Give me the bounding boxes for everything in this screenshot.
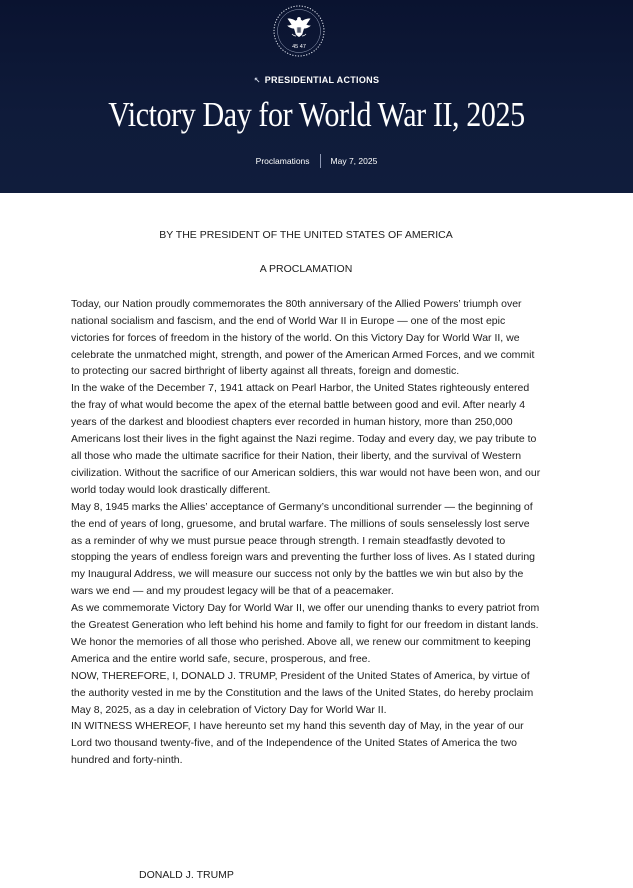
proclamation-heading: BY THE PRESIDENT OF THE UNITED STATES OF AMERICA <box>159 229 453 241</box>
arrow-up-left-icon: ↖ <box>253 75 261 85</box>
paragraph: IN WITNESS WHEREOF, I have hereunto set my hand this seventh day of May, in the year of our Lord two thousand twenty-five, and of the Independence of the United States of America the two hundred and forty-ninth. <box>71 720 524 767</box>
post-meta <box>0 154 633 168</box>
proclamation-body <box>71 227 541 769</box>
seal-numbers: 45 47 <box>292 44 306 50</box>
meta-divider <box>320 154 321 168</box>
proclamation-subheading: A PROCLAMATION <box>259 262 353 275</box>
paragraph: As we commemorate Victory Day for World War II, we offer our unending thanks to every patriot from the Greatest Generation who left behind his home and family to fight for our freedom in distant lands. We honor the memories of all those who perished. Above all, we renew our commitment to keeping America and the entire world safe, secure, prosperous, and free. <box>71 602 540 665</box>
section-kicker[interactable] <box>0 75 633 85</box>
paragraph: Today, our Nation proudly commemorates the 80th anniversary of the Allied Powers’ triumph over national socialism and fascism, and the end of World War II in Europe — one of the most epic victories for forces of freedom in the history of the world. On this Victory Day for World War II, we celebrate the unmatched might, strength, and power of the American Armed Forces, and we commit to protecting our sacred birthright of liberty against all threats, foreign and domestic. <box>71 297 535 378</box>
page-title: Victory Day for World War II, 2025 <box>108 95 525 134</box>
paragraph: NOW, THEREFORE, I, DONALD J. TRUMP, President of the United States of America, by virtue of the authority vested in me by the Constitution and the laws of the United States, do hereby proclaim May 8, 2025, as a day in celebration of Victory Day for World War II. <box>71 669 534 716</box>
paragraph: May 8, 1945 marks the Allies’ acceptance of Germany’s unconditional surrender — the beginning of the end of years of long, gruesome, and brutal warfare. The millions of souls senselessly lost serve as a reminder of why we must pursue peace through strength. I remain steadfastly devoted to stopping the years of endless foreign wars and preventing the further loss of lives. As I stated during my Inaugural Address, we will measure our success not only by the battles we win but also by the wars we end — and my proudest legacy will be that of a peacemaker. <box>71 500 536 598</box>
post-date: May 7, 2025 <box>330 156 378 166</box>
presidential-seal-icon[interactable] <box>272 4 326 58</box>
seal-graphic <box>272 4 326 58</box>
category-link[interactable]: Proclamations <box>255 156 310 166</box>
kicker-label: PRESIDENTIAL ACTIONS <box>264 75 380 85</box>
paragraph: In the wake of the December 7, 1941 attack on Pearl Harbor, the United States righteously entered the fray of what would become the apex of the eternal battle between good and evil. After nearly 4 years of the darkest and bloodiest chapters ever recorded in human history, more than 250,000 Americans lost their lives in the fight against the Nazi regime. Today and every day, we pay tribute to all those who made the ultimate sacrifice for their Nation, their liberty, and the survival of Western civilization. Without the sacrifice of our American soldiers, this war would not have been won, and our world today would look drastically different. <box>71 382 541 496</box>
signature: DONALD J. TRUMP <box>139 869 234 881</box>
page-hero <box>0 0 633 193</box>
